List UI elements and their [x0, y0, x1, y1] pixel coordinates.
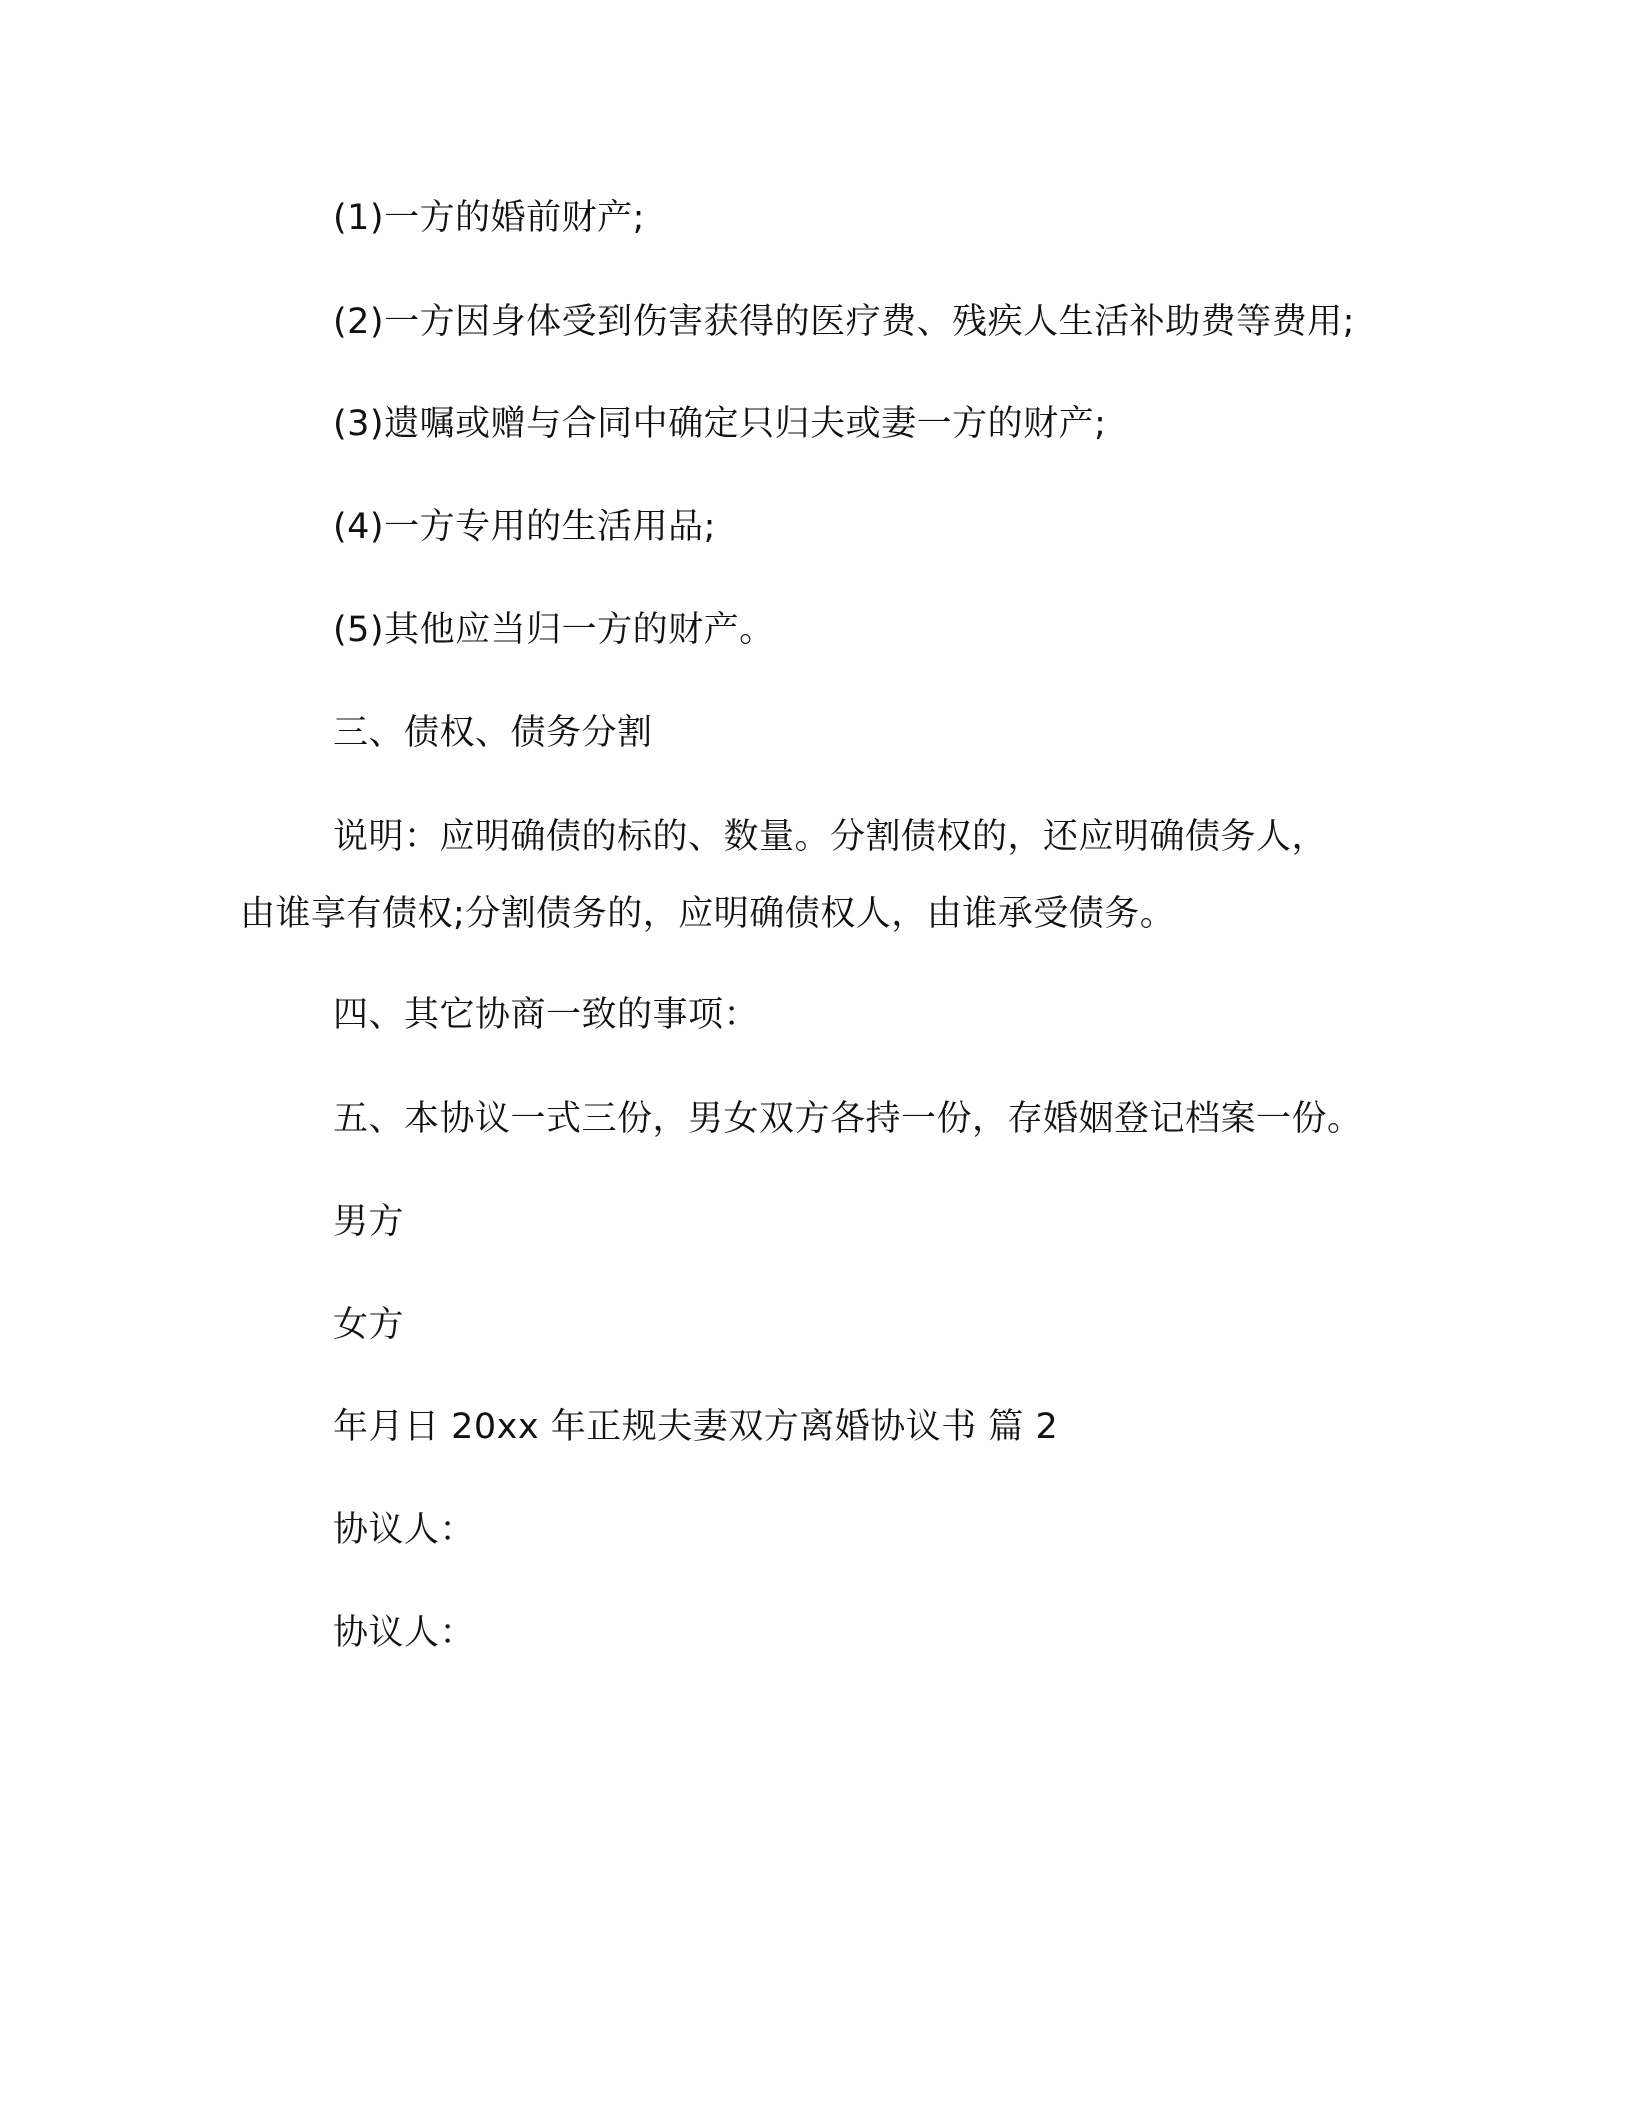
item-1-premarital-property: (1)一方的婚前财产; — [333, 198, 645, 238]
explanation-line-2: 由谁享有债权;分割债务的，应明确债权人，由谁承受债务。 — [240, 894, 1176, 934]
party-label-2: 协议人： — [333, 1613, 476, 1653]
section-3-heading: 三、债权、债务分割 — [333, 713, 653, 753]
section-4-heading: 四、其它协商一致的事项： — [333, 995, 760, 1035]
item-4-personal-items: (4)一方专用的生活用品; — [333, 507, 716, 547]
item-5-other-property: (5)其他应当归一方的财产。 — [333, 610, 775, 650]
item-2-medical-expenses: (2)一方因身体受到伤害获得的医疗费、残疾人生活补助费等费用; — [333, 302, 1355, 342]
party-label-1: 协议人： — [333, 1510, 476, 1550]
male-party-label: 男方 — [333, 1202, 405, 1242]
explanation-line-1: 说明：应明确债的标的、数量。分割债权的，还应明确债务人， — [333, 817, 1328, 857]
item-3-will-or-gift: (3)遗嘱或赠与合同中确定只归夫或妻一方的财产; — [333, 404, 1107, 444]
section-5-text: 五、本协议一式三份，男女双方各持一份，存婚姻登记档案一份。 — [333, 1099, 1363, 1139]
female-party-label: 女方 — [333, 1305, 405, 1345]
date-and-agreement-title: 年月日 20xx 年正规夫妻双方离婚协议书 篇 2 — [333, 1407, 1059, 1447]
